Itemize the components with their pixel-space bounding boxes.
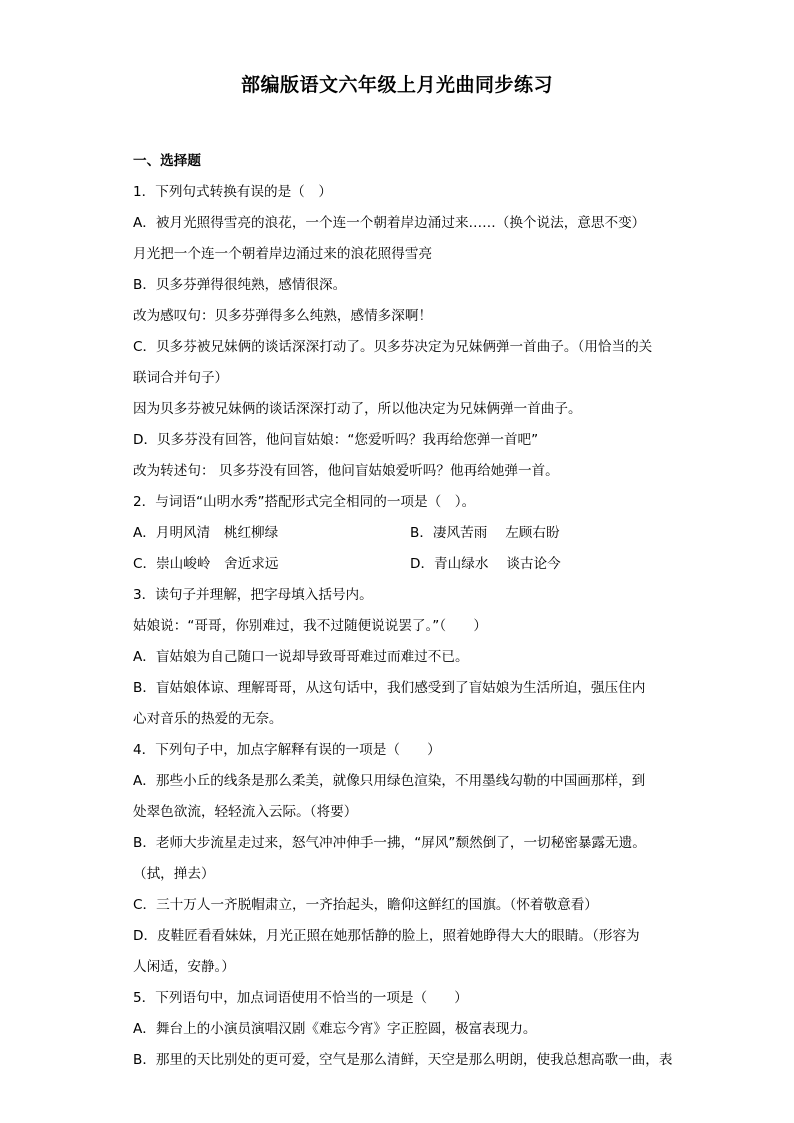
text-line: C．贝多芬被兄妹俩的谈话深深打动了。贝多芬决定为兄妹俩弹一首曲子。（用恰当的关 (133, 339, 653, 355)
text-line: B．那里的天比别处的更可爱，空气是那么清鲜，天空是那么明朗，使我总想高歌一曲，表 (133, 1052, 673, 1068)
text-line: 因为贝多芬被兄妹俩的谈话深深打动了，所以他决定为兄妹俩弹一首曲子。 (133, 401, 582, 417)
option-left: C．崇山峻岭 舍近求远 (133, 556, 279, 572)
text-line: 姑娘说：“哥哥，你别难过，我不过随便说说罢了。”（ ） (133, 618, 487, 634)
text-line: 人闲适，安静。） (133, 959, 235, 975)
text-line: A．被月光照得雪亮的浪花，一个连一个朝着岸边涌过来……（换个说法，意思不变） (133, 215, 646, 231)
text-line: A．舞台上的小演员演唱汉剧《难忘今宵》字正腔圆，极富表现力。 (133, 1021, 537, 1037)
text-line: 2．与词语“山明水秀”搭配形式完全相同的一项是（ ）。 (133, 494, 476, 510)
text-line: （拭，掸去） (133, 866, 215, 882)
option-row (133, 549, 693, 580)
text-line: A．那些小丘的线条是那么柔美，就像只用绿色渲染，不用墨线勾勒的中国画那样，到 (133, 773, 646, 789)
text-line: 4．下列句子中，加点字解释有误的一项是（ ） (133, 742, 441, 758)
document-title: 部编版语文六年级上月光曲同步练习 (240, 74, 553, 96)
document-body (133, 146, 693, 1076)
text-line: 改为转述句： 贝多芬没有回答，他问盲姑娘爱听吗？他再给她弹一首。 (133, 463, 559, 479)
text-line: D．贝多芬没有回答，他问盲姑娘：“您爱听吗？我再给您弹一首吧” (133, 432, 539, 448)
text-line: 心对音乐的热爱的无奈。 (133, 711, 283, 727)
text-line: 1．下列句式转换有误的是（ ） (133, 184, 332, 200)
text-line: 处翠色欲流，轻轻流入云际。（将要） (133, 804, 358, 820)
option-left: A．月明风清 桃红柳绿 (133, 525, 279, 541)
text-line: C．三十万人一齐脱帽肃立，一齐抬起头，瞻仰这鲜红的国旗。（怀着敬意看） (133, 897, 598, 913)
option-right: B．凄风苦雨 左顾右盼 (410, 525, 560, 541)
text-line: 3．读句子并理解，把字母填入括号内。 (133, 587, 373, 603)
text-line: A．盲姑娘为自己随口一说却导致哥哥难过而难过不已。 (133, 649, 469, 665)
text-line: 月光把一个连一个朝着岸边涌过来的浪花照得雪亮 (133, 246, 433, 262)
text-line: 联词合并句子） (133, 370, 229, 386)
text-line: 改为感叹句：贝多芬弹得多么纯熟，感情多深啊！ (133, 308, 433, 324)
text-line: B．老师大步流星走过来，怒气冲冲伸手一拂，“屏风”颓然倒了，一切秘密暴露无遗。 (133, 835, 646, 851)
text-line: B．贝多芬弹得很纯熟，感情很深。 (133, 277, 347, 293)
option-row (133, 518, 693, 549)
section-heading: 一、选择题 (133, 153, 201, 169)
text-line: 5．下列语句中，加点词语使用不恰当的一项是（ ） (133, 990, 468, 1006)
option-right: D．青山绿水 谈古论今 (410, 556, 561, 572)
text-line: B．盲姑娘体谅、理解哥哥，从这句话中，我们感受到了盲姑娘为生活所迫，强压住内 (133, 680, 646, 696)
text-line: D．皮鞋匠看看妹妹，月光正照在她那恬静的脸上，照着她睁得大大的眼睛。（形容为 (133, 928, 640, 944)
